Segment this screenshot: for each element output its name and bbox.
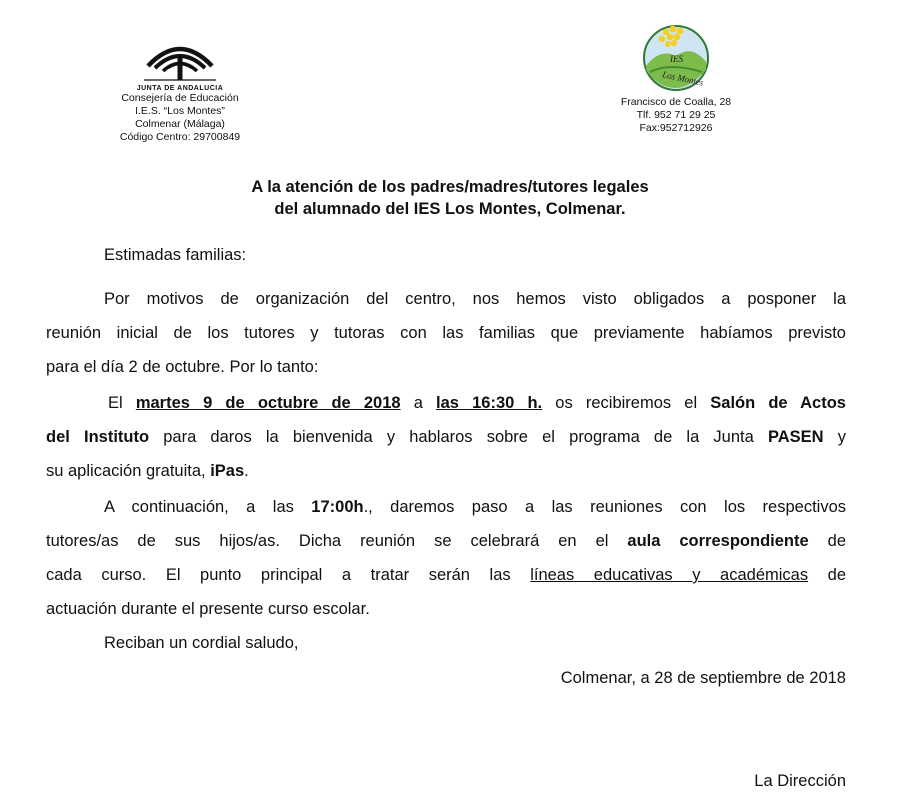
phone-line: Tlf. 952 71 29 25 <box>636 109 716 121</box>
header-left <box>100 36 260 144</box>
paragraph-3-line-1 <box>46 490 846 524</box>
junta-de-andalucia-logo <box>142 36 218 84</box>
text: para daros la bienvenida y hablaros sobre el programa de la Junta <box>149 428 768 446</box>
header-right <box>596 22 756 135</box>
meeting-place: Salón de Actos <box>710 394 846 412</box>
school-name-line: I.E.S. “Los Montes” <box>135 105 225 117</box>
center-code-line: Código Centro: 29700849 <box>119 131 241 143</box>
paragraph-2-line-1 <box>46 386 846 420</box>
ipas-app: iPas <box>210 462 245 480</box>
text: . <box>244 462 249 480</box>
consejeria-line: Consejería de Educación <box>121 92 239 104</box>
text: ., daremos paso a las reuniones con los respectivos <box>363 498 846 516</box>
signature: La Dirección <box>754 772 846 790</box>
text: tutores/as de sus hijos/as. Dicha reunión se celebrará en el <box>46 532 628 550</box>
meeting-time: las 16:30 h. <box>436 394 543 412</box>
text: cada curso. El punto principal a tratar serán las <box>46 566 531 584</box>
address-line: Francisco de Coalla, 28 <box>620 96 732 108</box>
paragraph-3-line-4: actuación durante el presente curso escolar. <box>46 600 370 618</box>
text: A continuación, a las <box>104 498 312 516</box>
text: os recibiremos el <box>542 394 711 412</box>
paragraph-1-line-3: para el día 2 de octubre. Por lo tanto: <box>46 358 319 376</box>
heading-line-2: del alumnado del IES Los Montes, Colmenar. <box>274 200 626 218</box>
text: a <box>400 394 437 412</box>
classroom: aula correspondiente <box>627 532 809 550</box>
educational-lines: líneas educativas y académicas <box>530 566 809 584</box>
text: y <box>823 428 847 446</box>
paragraph-1-line-1: Por motivos de organización del centro, nos hemos visto obligados a posponer la <box>104 290 846 308</box>
ies-los-montes-logo <box>640 22 712 92</box>
pasen-program: PASEN <box>767 428 824 446</box>
paragraph-3-line-3 <box>46 558 846 592</box>
town-line: Colmenar (Málaga) <box>135 118 225 130</box>
logo-initials: IES <box>670 54 683 64</box>
heading-line-1: A la atención de los padres/madres/tutores legales <box>251 178 649 196</box>
paragraph-1-line-2: reunión inicial de los tutores y tutoras con las familias que previamente habíamos previsto <box>46 324 846 342</box>
paragraph-2-line-3 <box>46 454 846 488</box>
paragraph-2-line-2 <box>46 420 846 454</box>
date-line: Colmenar, a 28 de septiembre de 2018 <box>560 669 846 687</box>
meeting-date: martes 9 de octubre de 2018 <box>135 394 401 412</box>
greeting: Estimadas familias: <box>104 246 247 264</box>
text: El <box>108 394 136 412</box>
logo-text: JUNTA DE ANDALUCIA <box>136 85 224 92</box>
text: su aplicación gratuita, <box>46 462 211 480</box>
second-meeting-time: 17:00h <box>311 498 364 516</box>
closing: Reciban un cordial saludo, <box>104 634 299 652</box>
paragraph-3-line-2 <box>46 524 846 558</box>
meeting-place-cont: del Instituto <box>46 428 150 446</box>
letter-heading <box>0 176 900 220</box>
logo-text: Los Montes <box>661 69 705 88</box>
text: de <box>808 532 846 550</box>
text: de <box>808 566 847 584</box>
fax-line: Fax:952712926 <box>639 122 713 134</box>
